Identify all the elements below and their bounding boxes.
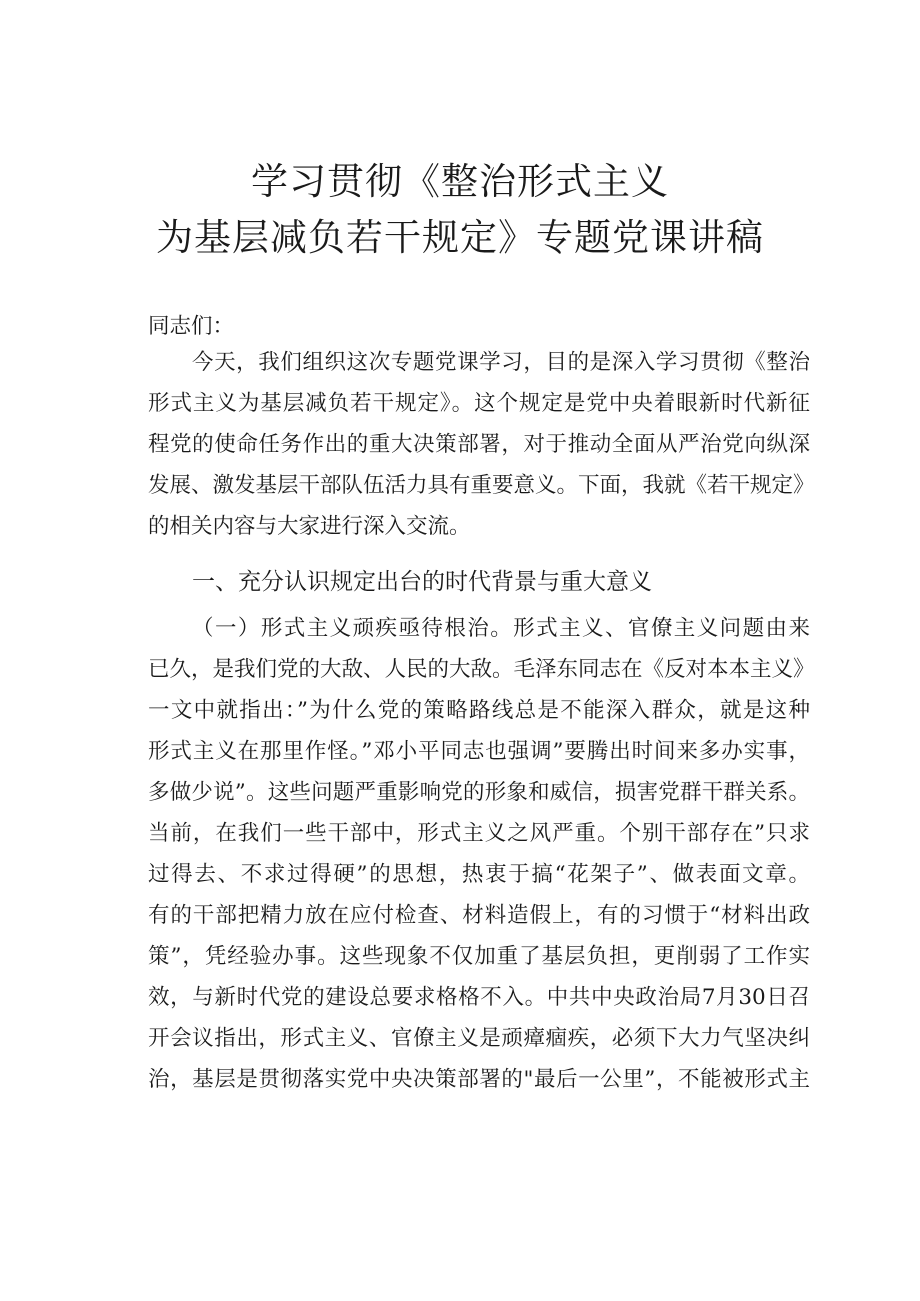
salutation-text: 同志们： xyxy=(148,314,235,339)
paragraph-line: 发展、激发基层干部队伍活力具有重要意义。下面，我就《若干规定》 xyxy=(148,473,815,498)
paragraph-line: 的相关内容与大家进行深入交流。 xyxy=(148,514,471,539)
paragraph-line: 过得去、不求过得硬”的思想，热衷于搞“花架子”、做表面文章。 xyxy=(148,862,810,887)
paragraph-line: 治，基层是贯彻落实党中央决策部署的"最后一公里”，不能被形式主 xyxy=(148,1067,810,1092)
paragraph-line: 一文中就指出：”为什么党的策略路线总是不能深入群众，就是这种 xyxy=(148,698,810,723)
paragraph-line: 程党的使命任务作出的重大决策部署，对于推动全面从严治党向纵深 xyxy=(148,432,810,457)
paragraph-line: 效，与新时代党的建设总要求格格不入。中共中央政治局7月30日召 xyxy=(148,985,810,1010)
paragraph-line: 多做少说”。这些问题严重影响党的形象和威信，损害党群干群关系。 xyxy=(148,780,810,805)
paragraph-intro xyxy=(148,342,815,547)
paragraph-section-1-1 xyxy=(148,608,815,1100)
paragraph-line: （一）形式主义顽疾亟待根治。形式主义、官僚主义问题由来 xyxy=(192,616,810,641)
paragraph-line: 今天，我们组织这次专题党课学习，目的是深入学习贯彻《整治 xyxy=(192,350,810,375)
section-heading-1: 一、充分认识规定出台的时代背景与重大意义 xyxy=(192,569,652,595)
salutation xyxy=(148,306,810,347)
paragraph-line: 开会议指出，形式主义、官僚主义是顽瘴痼疾，必须下大力气坚决纠 xyxy=(148,1026,810,1051)
paragraph-line: 策”，凭经验办事。这些现象不仅加重了基层负担，更削弱了工作实 xyxy=(148,944,810,969)
paragraph-line: 已久，是我们党的大敌、人民的大敌。毛泽东同志在《反对本本主义》 xyxy=(148,657,815,682)
paragraph-line: 当前，在我们一些干部中，形式主义之风严重。个别干部存在”只求 xyxy=(148,821,810,846)
paragraph-line: 形式主义在那里作怪。”邓小平同志也强调”要腾出时间来多办实事， xyxy=(148,739,810,764)
title-line-2: 为基层减负若干规定》专题党课讲稿 xyxy=(156,216,764,259)
paragraph-line: 有的干部把精力放在应付检查、材料造假上，有的习惯于“材料出政 xyxy=(148,903,810,928)
title-line-1: 学习贯彻《整治形式主义 xyxy=(251,160,669,203)
paragraph-line: 形式主义为基层减负若干规定》。这个规定是党中央着眼新时代新征 xyxy=(148,391,810,416)
document-title xyxy=(0,154,920,266)
